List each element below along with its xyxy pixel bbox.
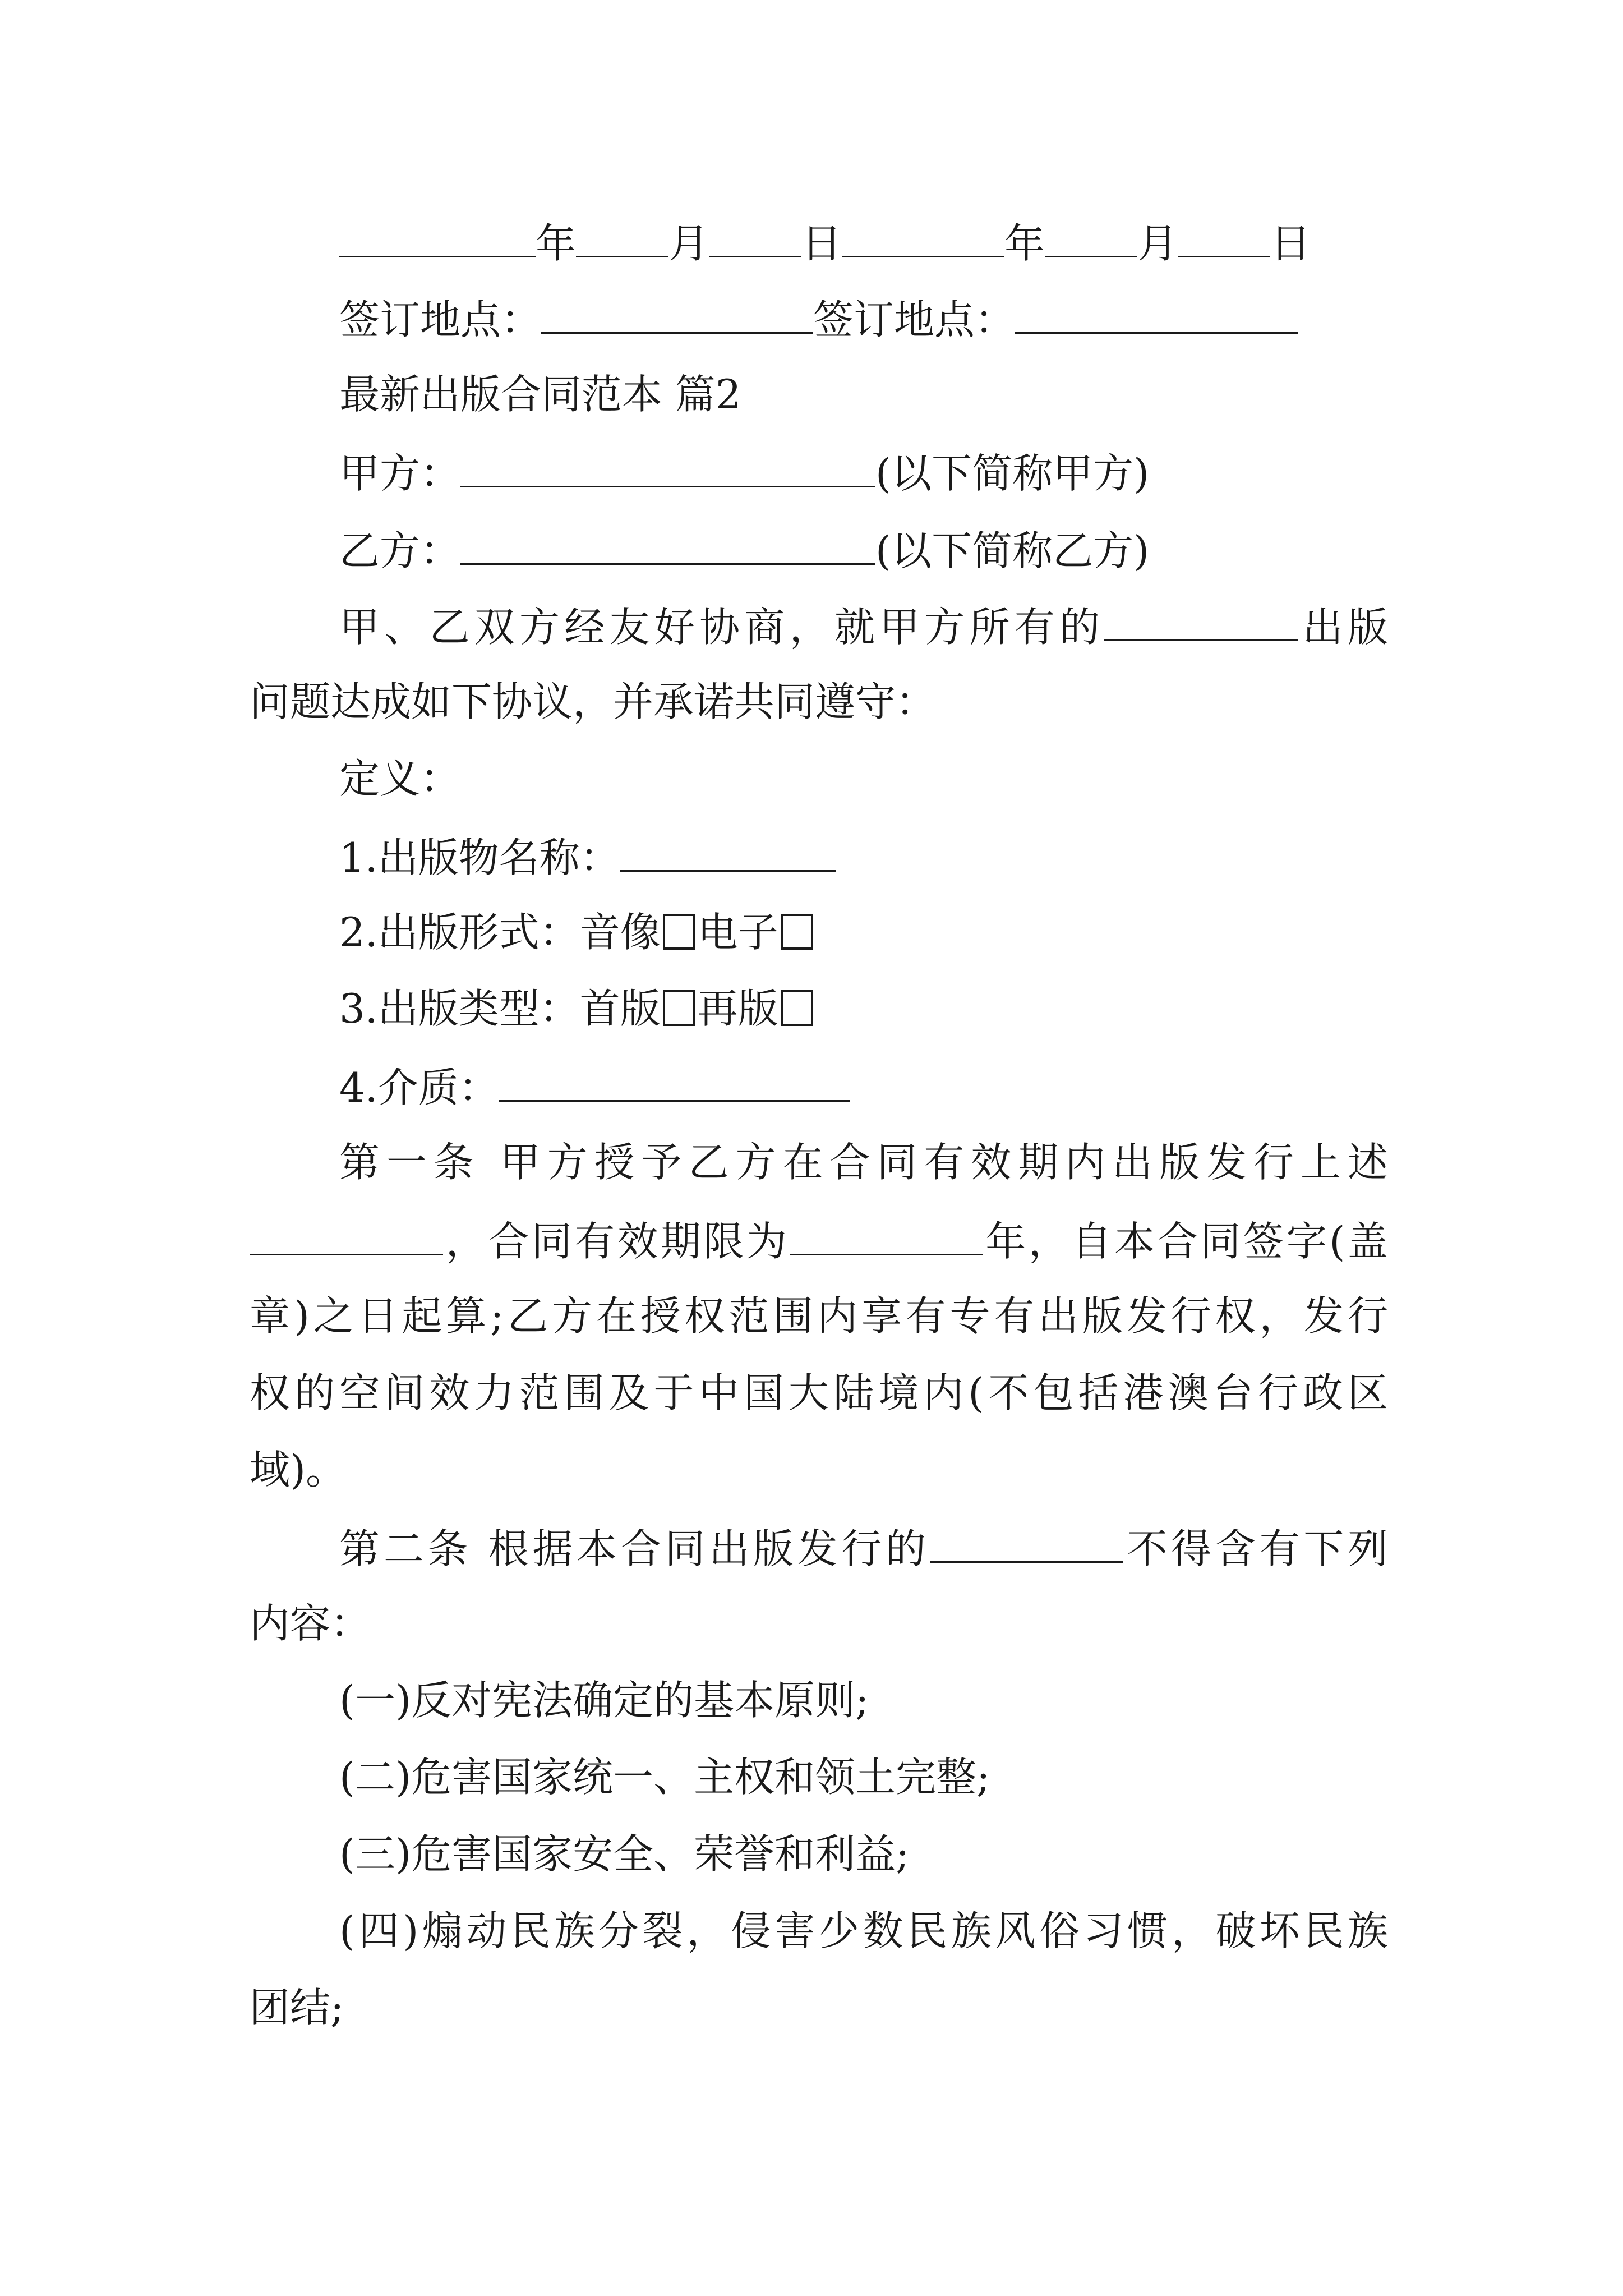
blank: [930, 1520, 1123, 1563]
definition-item-4: 4.介质：: [339, 1059, 850, 1115]
blank: [339, 214, 536, 257]
article1-line-2: ，合同有效期限为 年，自本合同签字(盖: [250, 1212, 1388, 1268]
blank: [790, 1212, 983, 1255]
article1-line-5: 域)。: [250, 1446, 347, 1493]
blank: [250, 1212, 443, 1255]
section-title: 最新出版合同范本 篇2: [339, 371, 741, 418]
blank: [1015, 291, 1298, 334]
definition-item-3: 3.出版类型：首版 再版: [339, 982, 815, 1036]
article2-line-1: 第二条 根据本合同出版发行的 不得含有下列: [339, 1520, 1388, 1576]
blank: [460, 522, 875, 565]
article2-line-2: 内容：: [250, 1600, 371, 1647]
prohibited-item: (二)危害国家统一、主权和领土完整;: [339, 1754, 990, 1801]
blank: [541, 291, 813, 334]
blank: [499, 1059, 850, 1102]
party-a-line: 甲方： (以下简称甲方): [339, 444, 1149, 500]
definitions-heading: 定义：: [339, 755, 461, 802]
blank: [1178, 214, 1270, 257]
intro-line-1: 甲、乙双方经友好协商，就甲方所有的 出版: [339, 598, 1388, 654]
party-b-line: 乙方： (以下简称乙方): [339, 522, 1149, 578]
prohibited-item: (三)危害国家安全、荣誉和利益;: [339, 1830, 910, 1878]
checkbox-audio-video[interactable]: [663, 914, 695, 950]
definition-item-2: 2.出版形式：音像 电子: [339, 905, 815, 959]
prohibited-item: (一)反对宪法确定的基本原则;: [339, 1677, 869, 1724]
checkbox-reprint[interactable]: [781, 990, 813, 1026]
blank: [842, 214, 1004, 257]
definition-item-1: 1.出版物名称：: [339, 829, 836, 885]
intro-line-2: 问题达成如下协议，并承诺共同遵守：: [250, 678, 937, 725]
prohibited-item: (四)煽动民族分裂，侵害少数民族风俗习惯，破坏民族: [339, 1907, 1388, 1954]
prohibited-item-continuation: 团结;: [250, 1984, 344, 2031]
blank: [460, 444, 875, 487]
checkbox-electronic[interactable]: [781, 914, 813, 950]
blank: [709, 214, 801, 257]
date-line: 年 月 日 年 月 日: [339, 214, 1311, 270]
checkbox-first-edition[interactable]: [663, 990, 695, 1026]
article1-line-4: 权的空间效力范围及于中国大陆境内(不包括港澳台行政区: [250, 1369, 1388, 1416]
blank: [1104, 598, 1298, 641]
blank: [620, 829, 836, 872]
blank: [576, 214, 668, 257]
sign-place-line: 签订地点： 签订地点：: [339, 291, 1298, 347]
article1-line-1: 第一条 甲方授予乙方在合同有效期内出版发行上述: [339, 1139, 1388, 1186]
blank: [1045, 214, 1137, 257]
article1-line-3: 章)之日起算;乙方在授权范围内享有专有出版发行权，发行: [250, 1292, 1388, 1340]
